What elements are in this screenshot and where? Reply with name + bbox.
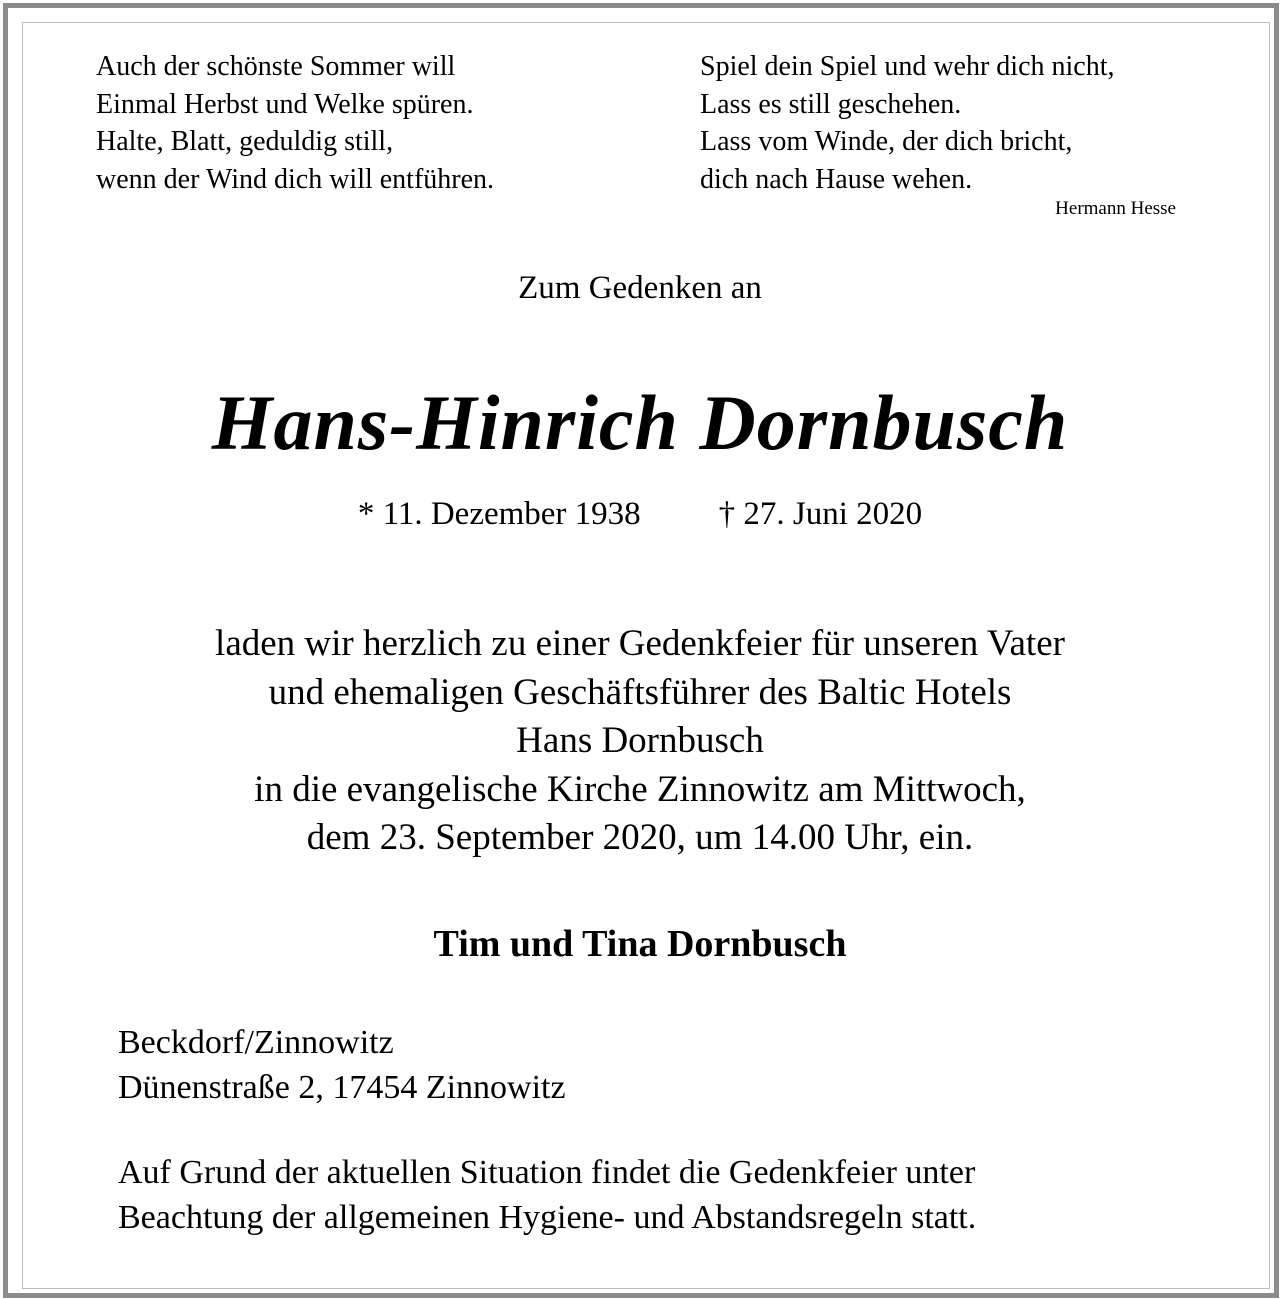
invitation-line: Hans Dornbusch <box>516 720 764 761</box>
poem-right-line: Lass vom Winde, der dich bricht, <box>700 126 1073 157</box>
poem-right <box>700 48 1115 198</box>
address <box>118 1020 566 1110</box>
poem-right-line: dich nach Hause wehen. <box>700 163 973 195</box>
poem-left-line: Halte, Blatt, geduldig still, <box>96 126 394 157</box>
invitation-line: laden wir herzlich zu einer Gedenkfeier für unseren Vater <box>215 623 1065 664</box>
poem-left-line: Auch der schönste Sommer will <box>96 51 456 82</box>
address-line: Dünenstraße 2, 17454 Zinnowitz <box>118 1069 566 1106</box>
poem-left <box>96 48 494 198</box>
life-dates <box>0 496 1280 533</box>
address-line: Beckdorf/Zinnowitz <box>118 1024 394 1061</box>
death-date: † 27. Juni 2020 <box>718 496 923 532</box>
invitation-line: und ehemaligen Geschäftsführer des Baltic Hotels <box>268 671 1012 713</box>
invitation-line: in die evangelische Kirche Zinnowitz am Mittwoch, <box>254 768 1026 810</box>
birth-date: * 11. Dezember 1938 <box>357 496 641 532</box>
poem-right-line: Lass es still geschehen. <box>700 88 962 120</box>
signature: Tim und Tina Dornbusch <box>433 923 847 965</box>
invitation-line: dem 23. September 2020, um 14.00 Uhr, ein. <box>306 817 974 858</box>
invitation-text <box>0 620 1280 863</box>
notice-line: Beachtung der allgemeinen Hygiene- und Abstandsregeln statt. <box>118 1199 977 1236</box>
poem-right-line: Spiel dein Spiel und wehr dich nicht, <box>700 51 1115 82</box>
memorial-intro: Zum Gedenken an <box>518 270 762 306</box>
notice-line: Auf Grund der aktuellen Situation findet die Gedenkfeier unter <box>118 1154 976 1191</box>
deceased-name: Hans-Hinrich Dornbusch <box>211 379 1069 466</box>
poem-author: Hermann Hesse <box>1055 198 1176 219</box>
hygiene-notice <box>118 1150 976 1240</box>
poem-left-line: Einmal Herbst und Welke spüren. <box>96 88 474 120</box>
poem-left-line: wenn der Wind dich will entführen. <box>96 163 495 195</box>
